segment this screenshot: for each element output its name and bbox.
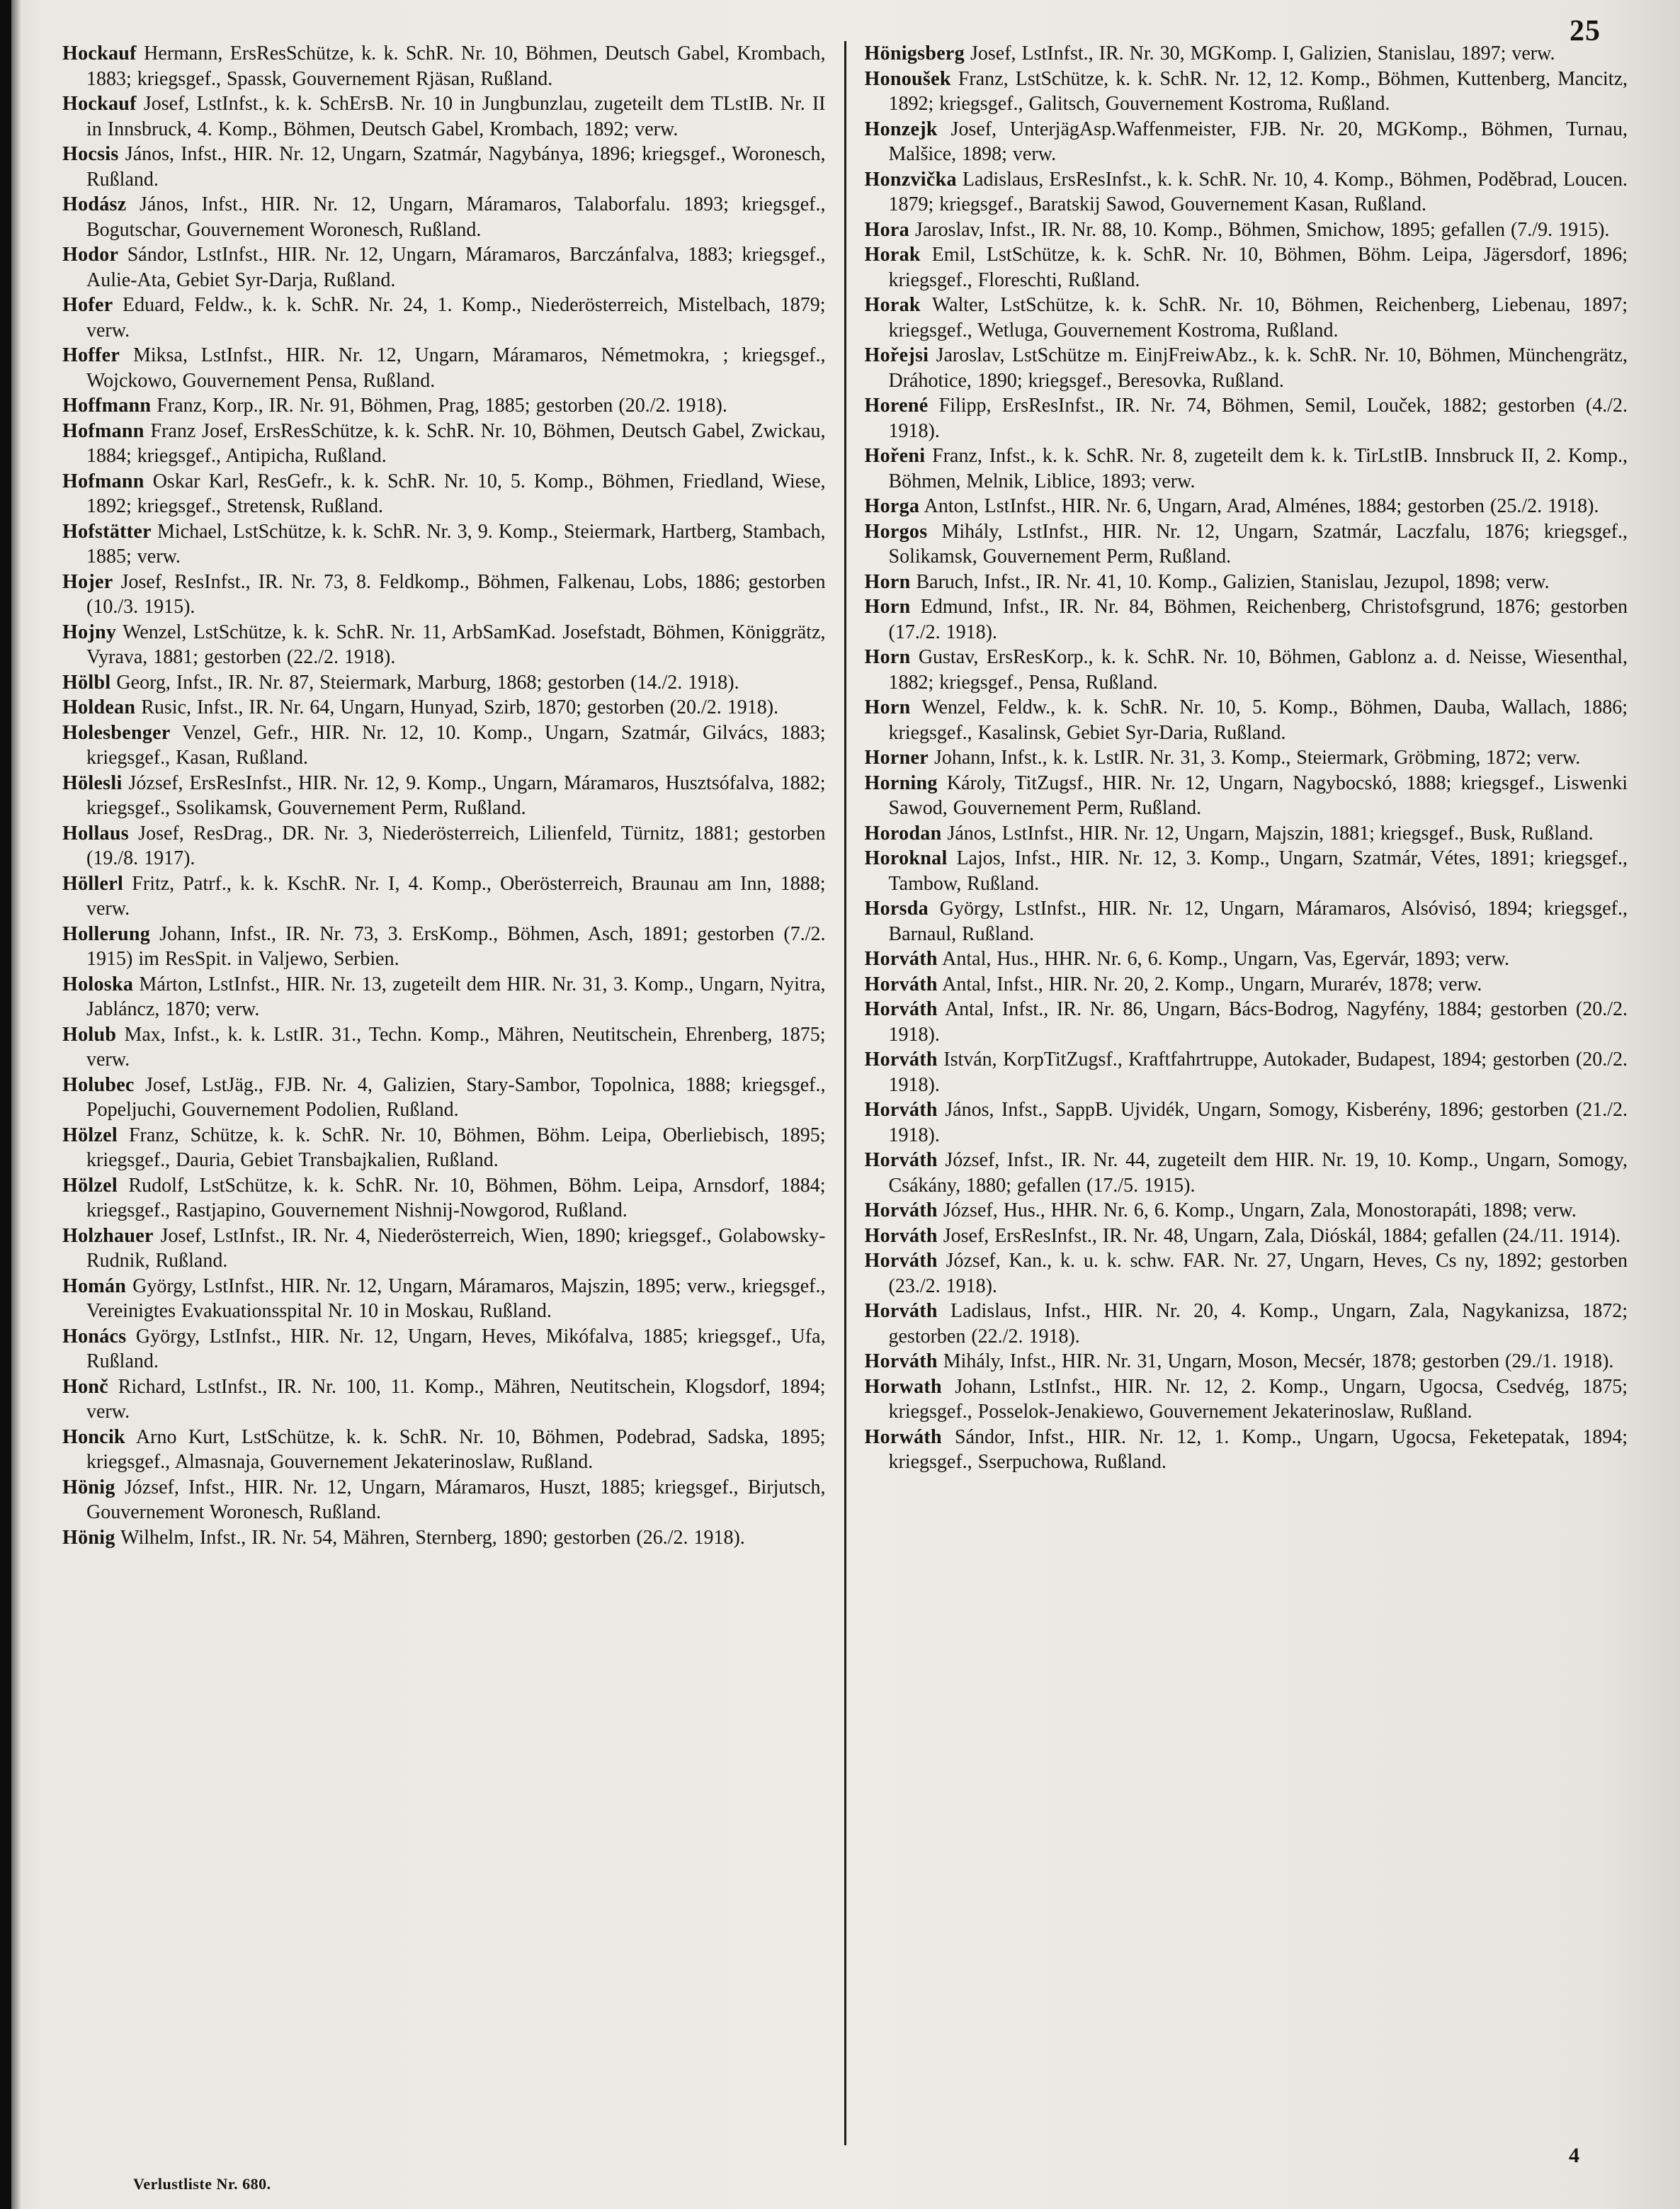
casualty-entry [62,142,826,192]
entry-surname: Horn [864,596,911,618]
entry-details: József, Kan., k. u. k. schw. FAR. Nr. 27, Ungarn, Heves, Cs ny, 1892; gestorben (23./2. 1918). [888,1250,1628,1297]
casualty-entry [865,745,1628,771]
entry-surname: Horwáth [864,1425,942,1448]
entry-surname: Hořeni [864,445,926,467]
casualty-entry [865,117,1628,167]
entry-details: Georg, Infst., IR. Nr. 87, Steiermark, Marburg, 1868; gestorben (14./2. 1918). [110,671,739,694]
casualty-entry [62,922,826,972]
entry-surname: Hofmann [62,419,144,442]
casualty-entry [62,1425,826,1475]
scan-edge-fade [11,0,21,2209]
entry-surname: Horodan [864,822,942,844]
entry-details: Richard, LstInfst., IR. Nr. 100, 11. Komp., Mähren, Neutitschein, Klogsdorf, 1894; verw. [86,1375,826,1423]
entry-surname: Hockauf [62,43,137,64]
entry-details: Fritz, Patrf., k. k. KschR. Nr. I, 4. Komp., Oberösterreich, Braunau am Inn, 1888; verw. [86,872,826,920]
entry-details: Antal, Infst., IR. Nr. 86, Ungarn, Bács-Bodrog, Nagyfény, 1884; gestorben (20./2. 1918). [888,998,1628,1046]
entry-details: Oskar Karl, ResGefr., k. k. SchR. Nr. 10, 5. Komp., Böhmen, Friedland, Wiese, 1892; kriegsgef., Stretensk, Rußland. [86,470,826,517]
entry-surname: Horváth [864,973,938,995]
entry-details: Miksa, LstInfst., HIR. Nr. 12, Ungarn, Máramaros, Németmokra, ; kriegsgef., Wojckowo, Gouvernement Pensa, Rußland. [86,344,826,392]
casualty-entry [62,343,826,393]
casualty-entry [865,1198,1628,1224]
casualty-entry [865,1224,1628,1249]
entry-surname: Hönig [62,1476,115,1498]
casualty-entry [865,1248,1628,1299]
casualty-entry [62,1374,826,1425]
casualty-entry [62,1022,826,1073]
page-number: 25 [1570,15,1601,47]
casualty-entry [865,570,1628,595]
entry-surname: Hölbl [62,671,111,694]
casualty-entry [62,972,826,1022]
entry-details: Károly, TitZugsf., HIR. Nr. 12, Ungarn, Nagybocskó, 1888; kriegsgef., Liswenki Sawod, Gouvernement Perm, Rußland. [888,772,1628,819]
casualty-entry [865,947,1628,972]
casualty-entry [62,670,826,696]
entry-surname: Horn [864,646,911,668]
entry-details: Johann, LstInfst., HIR. Nr. 12, 2. Komp., Ungarn, Ugocsa, Csedvég, 1875; kriegsgef., Posselok-Jenakiewo, Gouvernement Jekaterinoslaw, Rußland. [888,1375,1628,1423]
casualty-entry [865,846,1628,896]
entry-details: Josef, LstInfst., IR. Nr. 30, MGKomp. I, Galizien, Stanislau, 1897; verw. [964,43,1555,64]
casualty-entry [865,645,1628,695]
entry-surname: Honzvička [864,168,957,191]
entry-details: Josef, LstInfst., k. k. SchErsB. Nr. 10 in Jungbunzlau, zugeteilt dem TLstIB. Nr. II in Innsbruck, 4. Komp., Böhmen, Deutsch Gabel, Krombach, 1892; verw. [86,93,826,140]
footer-sheet-number: 4 [1569,2144,1579,2167]
entry-surname: Hölzel [62,1174,118,1197]
casualty-entry [62,1123,826,1173]
casualty-entry [62,570,826,620]
entry-surname: Honoušek [864,67,951,90]
entry-surname: Hollaus [62,822,129,844]
entry-surname: Horváth [864,1049,938,1070]
casualty-entry [62,721,826,771]
entry-surname: Horené [864,395,929,417]
casualty-entry [865,1097,1628,1148]
entry-surname: Horgos [864,520,928,543]
casualty-entry [62,293,826,343]
entry-surname: Hölesli [62,772,123,794]
casualty-entry [865,997,1628,1047]
entry-surname: Hojny [62,621,117,643]
entry-details: Josef, ErsResInfst., IR. Nr. 48, Ungarn, Zala, Dióskál, 1884; gefallen (24./11. 1914). [937,1224,1621,1247]
entry-details: József, ErsResInfst., HIR. Nr. 12, 9. Komp., Ungarn, Máramaros, Husztsófalva, 1882; kriegsgef., Ssolikamsk, Gouvernement Perm, Rußland. [86,772,826,819]
casualty-entry [865,821,1628,847]
casualty-entry [62,771,826,821]
casualty-entry [62,620,826,670]
entry-surname: Horváth [864,998,938,1020]
entry-surname: Horváth [864,1199,938,1221]
entry-details: János, Infst., HIR. Nr. 12, Ungarn, Szatmár, Nagybánya, 1896; kriegsgef., Woronesch, Rußland. [86,143,826,191]
entry-surname: Hořejsi [864,344,929,366]
entry-surname: Horak [864,294,921,316]
entry-surname: Horváth [864,1250,938,1272]
casualty-entry [62,695,826,721]
entry-details: Gustav, ErsResKorp., k. k. SchR. Nr. 10, Böhmen, Gablonz a. d. Neisse, Wiesenthal, 1882; kriegsgef., Pensa, Rußland. [888,646,1628,694]
entry-surname: Horning [864,772,938,794]
entry-details: György, LstInfst., HIR. Nr. 12, Ungarn, Máramaros, Alsóvisó, 1894; kriegsgef., Barnaul, Rußland. [888,898,1628,945]
entry-details: Wenzel, Feldw., k. k. SchR. Nr. 10, 5. Komp., Böhmen, Dauba, Wallach, 1886; kriegsgef., Kasalinsk, Gebiet Syr-Daria, Rußland. [888,696,1628,744]
casualty-entry [62,419,826,469]
entry-details: Arno Kurt, LstSchütze, k. k. SchR. Nr. 10, Böhmen, Podebrad, Sadska, 1895; kriegsgef., Almasnaja, Gouvernement Jekaterinoslaw, Rußland. [86,1425,826,1473]
casualty-entry [865,1374,1628,1425]
entry-details: Baruch, Infst., IR. Nr. 41, 10. Komp., Galizien, Stanislau, Jezupol, 1898; verw. [910,570,1550,593]
entry-surname: Hofstätter [62,520,152,543]
entry-details: József, Hus., HHR. Nr. 6, 6. Komp., Ungarn, Zala, Monostorapáti, 1898; verw. [937,1199,1577,1221]
casualty-entry [865,343,1628,393]
entry-surname: Hofer [62,294,113,316]
entry-details: Franz Josef, ErsResSchütze, k. k. SchR. Nr. 10, Böhmen, Deutsch Gabel, Zwickau, 1884; kriegsgef., Antipicha, Rußland. [86,419,826,467]
entry-surname: Hodor [62,244,119,266]
casualty-entry [62,1525,826,1551]
entry-surname: Hönig [62,1526,115,1549]
entry-surname: Honcik [62,1425,125,1448]
entry-details: Josef, UnterjägAsp.Waffenmeister, FJB. Nr. 20, MGKomp., Böhmen, Turnau, Malšice, 1898; verw. [888,118,1628,165]
entry-details: Edmund, Infst., IR. Nr. 84, Böhmen, Reichenberg, Christofsgrund, 1876; gestorben (17./2. 1918). [888,596,1628,643]
entry-details: György, LstInfst., HIR. Nr. 12, Ungarn, Heves, Mikófalva, 1885; kriegsgef., Ufa, Rußland. [86,1325,826,1372]
entry-details: János, Infst., SappB. Ujvidék, Ungarn, Somogy, Kisberény, 1896; gestorben (21./2. 1918). [888,1099,1628,1146]
entry-surname: Holesbenger [62,721,171,744]
entry-details: Johann, Infst., IR. Nr. 73, 3. ErsKomp., Böhmen, Asch, 1891; gestorben (7./2. 1915) im ResSpit. in Valjewo, Serbien. [86,922,826,970]
entry-surname: Horváth [864,1300,938,1322]
casualty-entry [62,41,826,91]
casualty-entry [865,1148,1628,1198]
entry-details: Franz, LstSchütze, k. k. SchR. Nr. 12, 12. Komp., Böhmen, Kuttenberg, Mancitz, 1892; kriegsgef., Galitsch, Gouvernement Kostroma, Rußland. [888,67,1628,115]
casualty-entry [62,242,826,293]
casualty-entry [865,217,1628,243]
entry-details: Rusic, Infst., IR. Nr. 64, Ungarn, Hunyad, Szirb, 1870; gestorben (20./2. 1918). [135,696,779,718]
entry-details: Venzel, Gefr., HIR. Nr. 12, 10. Komp., Ungarn, Szatmár, Gilvács, 1883; kriegsgef., Kasan, Rußland. [86,721,826,769]
casualty-entry [62,469,826,519]
entry-surname: Höllerl [62,872,124,895]
entry-details: Sándor, LstInfst., HIR. Nr. 12, Ungarn, Máramaros, Barczánfalva, 1883; kriegsgef., Aulie-Ata, Gebiet Syr-Darja, Rußland. [86,244,826,291]
entry-details: Mihály, Infst., HIR. Nr. 31, Ungarn, Moson, Mecsér, 1878; gestorben (29./1. 1918). [937,1350,1614,1372]
entry-surname: Horoknal [864,847,948,869]
entry-surname: Holzhauer [62,1224,154,1247]
entry-surname: Horváth [864,948,938,970]
entry-surname: Hölzel [62,1124,118,1146]
casualty-entry [865,896,1628,947]
entry-details: Franz, Infst., k. k. SchR. Nr. 8, zugeteilt dem k. k. TirLstIB. Innsbruck II, 2. Komp., Böhmen, Melnik, Liblice, 1893; verw. [888,445,1628,492]
entry-details: Jaroslav, LstSchütze m. EinjFreiwAbz., k. k. SchR. Nr. 10, Böhmen, Münchengrätz, Dráhotice, 1890; kriegsgef., Beresovka, Rußland. [888,344,1628,392]
entry-details: Michael, LstSchütze, k. k. SchR. Nr. 3, 9. Komp., Steiermark, Hartberg, Stambach, 1885; verw. [86,520,826,567]
casualty-entry [62,1173,826,1224]
casualty-entry [62,192,826,242]
entry-surname: Holoska [62,973,134,995]
entry-details: Mihály, LstInfst., HIR. Nr. 12, Ungarn, Szatmár, Laczfalu, 1876; kriegsgef., Solikamsk, Gouvernement Perm, Rußland. [888,520,1628,567]
entry-details: Filipp, ErsResInfst., IR. Nr. 74, Böhmen, Semil, Louček, 1882; gestorben (4./2. 1918). [888,395,1628,442]
entry-details: Antal, Hus., HHR. Nr. 6, 6. Komp., Ungarn, Vas, Egervár, 1893; verw. [937,948,1509,970]
column-right [844,41,1628,2145]
footer-list-title: Verlustliste Nr. 680. [133,2175,271,2193]
casualty-entry [62,871,826,922]
entry-surname: Horsda [864,898,929,920]
entry-details: Anton, LstInfst., HIR. Nr. 6, Ungarn, Arad, Alménes, 1884; gestorben (25./2. 1918). [919,495,1599,517]
casualty-entry [865,242,1628,293]
entry-surname: Hora [864,218,909,241]
casualty-entry [865,1299,1628,1349]
casualty-entry [62,1475,826,1525]
casualty-entry [62,821,826,871]
casualty-entry [62,519,826,570]
casualty-entry [865,771,1628,821]
casualty-entry [62,1224,826,1274]
entry-surname: Honzejk [864,118,938,140]
entry-surname: Hoffmann [62,395,152,417]
entry-surname: Holdean [62,696,136,718]
entry-details: Wenzel, LstSchütze, k. k. SchR. Nr. 11, ArbSamKad. Josefstadt, Böhmen, Königgrätz, Vyrava, 1881; gestorben (22./2. 1918). [86,621,826,668]
casualty-entry [62,1324,826,1374]
entry-surname: Horváth [864,1224,938,1247]
entry-details: Wilhelm, Infst., IR. Nr. 54, Mähren, Sternberg, 1890; gestorben (26./2. 1918). [115,1526,745,1549]
entry-surname: Holubec [62,1073,135,1096]
entry-surname: Honč [62,1375,108,1398]
entry-details: Josef, ResInfst., IR. Nr. 73, 8. Feldkomp., Böhmen, Falkenau, Lobs, 1886; gestorben (10./3. 1915). [86,570,826,618]
entry-surname: Honács [62,1325,127,1348]
entry-surname: Horváth [864,1149,938,1171]
casualty-entry [865,972,1628,998]
entry-details: Eduard, Feldw., k. k. SchR. Nr. 24, 1. Komp., Niederösterreich, Mistelbach, 1879; verw. [86,294,826,341]
entry-details: Emil, LstSchütze, k. k. SchR. Nr. 10, Böhmen, Böhm. Leipa, Jägersdorf, 1896; kriegsgef., Floreschti, Rußland. [888,244,1628,291]
entry-surname: Hofmann [62,470,144,492]
scan-edge [0,0,11,2209]
entry-details: Antal, Infst., HIR. Nr. 20, 2. Komp., Ungarn, Murarév, 1878; verw. [937,973,1482,995]
entry-surname: Horwath [864,1375,942,1398]
casualty-entry [865,494,1628,519]
entry-surname: Hodász [62,193,127,215]
casualty-entry [62,1274,826,1324]
entry-details: Josef, ResDrag., DR. Nr. 3, Niederösterreich, Lilienfeld, Türnitz, 1881; gestorben (19./8. 1917). [86,822,826,869]
entry-surname: Hojer [62,570,113,593]
entry-details: József, Infst., IR. Nr. 44, zugeteilt dem HIR. Nr. 19, 10. Komp., Ungarn, Somogy, Csákány, 1880; gefallen (17./5. 1915). [888,1149,1628,1197]
casualty-entry [865,695,1628,745]
entry-details: Franz, Schütze, k. k. SchR. Nr. 10, Böhmen, Böhm. Leipa, Oberliebisch, 1895; kriegsgef., Dauria, Gebiet Transbajkalien, Rußland. [86,1124,826,1171]
casualty-entry [865,1349,1628,1374]
casualty-entry [62,1073,826,1123]
entry-surname: Hollerung [62,922,151,945]
casualty-entry [865,293,1628,343]
entry-surname: Horak [864,244,921,266]
entry-details: Johann, Infst., k. k. LstIR. Nr. 31, 3. Komp., Steiermark, Gröbming, 1872; verw. [928,747,1581,769]
casualty-entry [865,167,1628,217]
entry-details: György, LstInfst., HIR. Nr. 12, Ungarn, Máramaros, Majszin, 1895; verw., kriegsgef., Vereinigtes Evakuationsspital Nr. 10 in Moskau, Rußland. [86,1275,826,1322]
casualty-entry [865,1047,1628,1097]
column-left [62,41,844,2145]
entry-surname: Hoffer [62,344,120,366]
entry-surname: Holub [62,1023,117,1046]
entry-surname: Horn [864,696,911,718]
entry-details: János, LstInfst., HIR. Nr. 12, Ungarn, Majszin, 1881; kriegsgef., Busk, Rußland. [941,822,1594,844]
entry-surname: Homán [62,1275,127,1297]
entry-details: Sándor, Infst., HIR. Nr. 12, 1. Komp., Ungarn, Ugocsa, Feketepatak, 1894; kriegsgef., Sserpuchowa, Rußland. [888,1425,1628,1473]
entry-details: Franz, Korp., IR. Nr. 91, Böhmen, Prag, 1885; gestorben (20./2. 1918). [151,395,727,417]
entry-details: Max, Infst., k. k. LstIR. 31., Techn. Komp., Mähren, Neutitschein, Ehrenberg, 1875; verw. [86,1023,826,1070]
entry-details: Jaroslav, Infst., IR. Nr. 88, 10. Komp., Böhmen, Smichow, 1895; gefallen (7./9. 1915). [909,218,1610,241]
casualty-entry [865,393,1628,444]
entry-surname: Hocsis [62,143,119,165]
entry-details: Josef, LstJäg., FJB. Nr. 4, Galizien, Stary-Sambor, Topolnica, 1888; kriegsgef., Popeljuchi, Gouvernement Podolien, Rußland. [86,1073,826,1121]
casualty-entry [865,1425,1628,1475]
entry-details: Lajos, Infst., HIR. Nr. 12, 3. Komp., Ungarn, Szatmár, Vétes, 1891; kriegsgef., Tambow, Rußland. [888,847,1628,895]
text-columns [62,41,1628,2145]
casualty-entry [865,67,1628,117]
entry-details: Ladislaus, Infst., HIR. Nr. 20, 4. Komp., Ungarn, Zala, Nagykanizsa, 1872; gestorben (22./2. 1918). [888,1300,1628,1348]
casualty-entry [865,41,1628,67]
entry-details: Walter, LstSchütze, k. k. SchR. Nr. 10, Böhmen, Reichenberg, Liebenau, 1897; kriegsgef., Wetluga, Gouvernement Kostroma, Rußland. [888,294,1628,341]
entry-details: Rudolf, LstSchütze, k. k. SchR. Nr. 10, Böhmen, Böhm. Leipa, Arnsdorf, 1884; kriegsgef., Rastjapino, Gouvernement Nishnij-Nowgorod, Rußland. [86,1174,826,1221]
entry-surname: Horner [864,747,929,769]
entry-details: Josef, LstInfst., IR. Nr. 4, Niederösterreich, Wien, 1890; kriegsgef., Golabowsky-Rudnik, Rußland. [86,1224,826,1272]
entry-surname: Hönigsberg [864,43,965,64]
casualty-entry [865,444,1628,494]
entry-details: József, Infst., HIR. Nr. 12, Ungarn, Máramaros, Huszt, 1885; kriegsgef., Birjutsch, Gouvernement Woronesch, Rußland. [86,1476,826,1523]
entry-surname: Hockauf [62,93,137,115]
entry-surname: Horváth [864,1099,938,1121]
casualty-entry [62,91,826,142]
casualty-entry [62,393,826,419]
casualty-entry [865,594,1628,645]
entry-details: Hermann, ErsResSchütze, k. k. SchR. Nr. 10, Böhmen, Deutsch Gabel, Krombach, 1883; kriegsgef., Spassk, Gouvernement Rjäsan, Rußland. [86,43,826,90]
entry-surname: Horváth [864,1350,938,1372]
entry-surname: Horga [864,495,920,517]
entry-details: János, Infst., HIR. Nr. 12, Ungarn, Máramaros, Talaborfalu. 1893; kriegsgef., Bogutschar, Gouvernement Woronesch, Rußland. [86,193,826,241]
entry-details: István, KorpTitZugsf., Kraftfahrtruppe, Autokader, Budapest, 1894; gestorben (20./2. 1918). [888,1049,1628,1096]
entry-details: Márton, LstInfst., HIR. Nr. 13, zugeteilt dem HIR. Nr. 31, 3. Komp., Ungarn, Nyitra, Jabláncz, 1870; verw. [86,973,826,1020]
entry-details: Ladislaus, ErsResInfst., k. k. SchR. Nr. 10, 4. Komp., Böhmen, Poděbrad, Loucen. 1879; kriegsgef., Baratskij Sawod, Gouvernement Kasan, Rußland. [888,168,1628,215]
entry-surname: Horn [864,570,911,593]
casualty-entry [865,519,1628,570]
